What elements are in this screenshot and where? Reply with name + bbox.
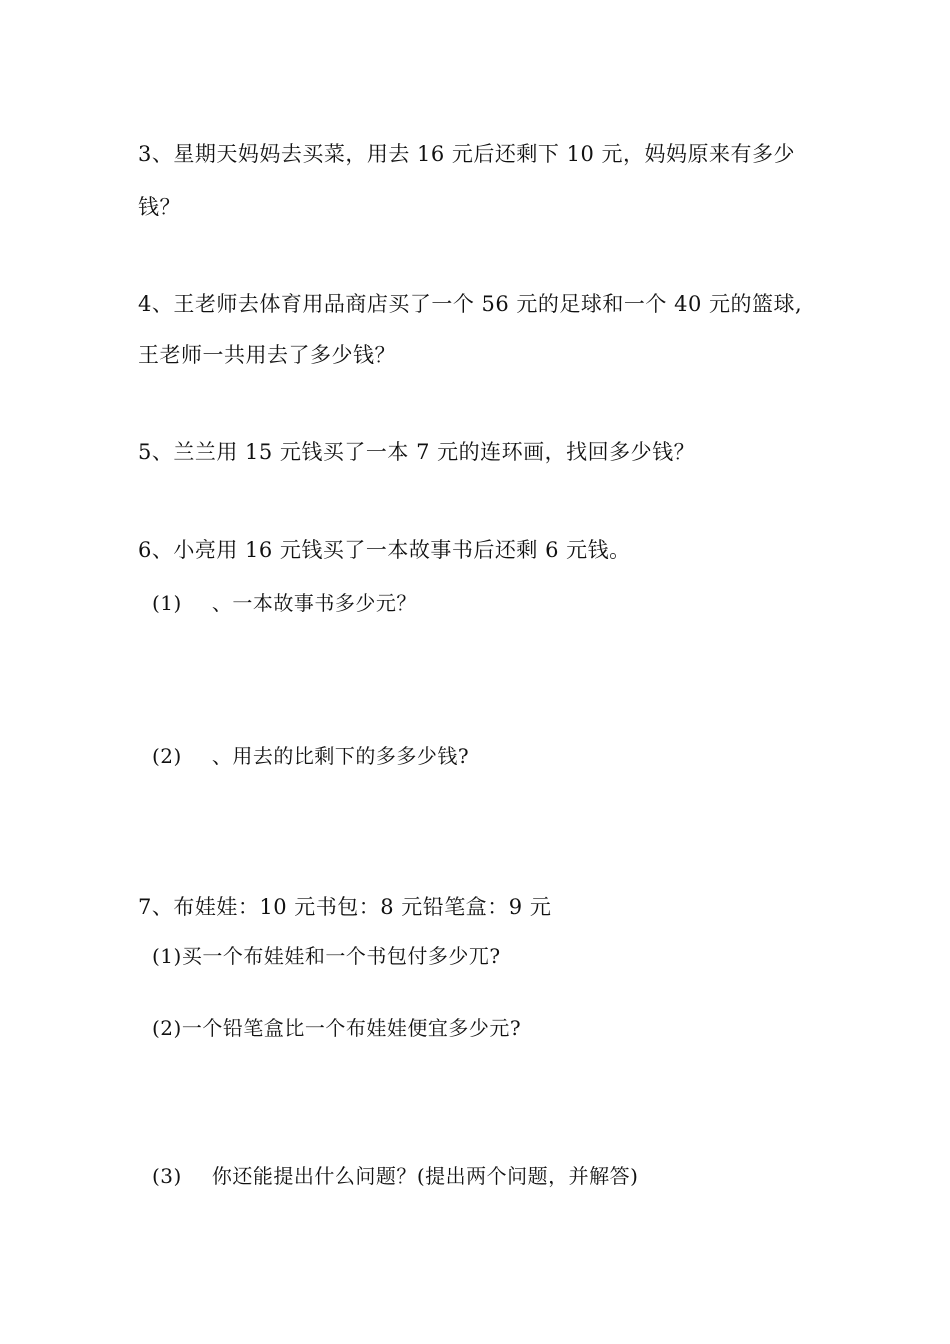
problem-6-sub-2 <box>152 742 469 770</box>
sub-question-text: 、用去的比剩下的多多少钱? <box>211 744 470 768</box>
problem-3-line-1: 3、星期天妈妈去买菜，用去 16 元后还剩下 10 元，妈妈原来有多少 <box>138 142 796 166</box>
problem-4-line-1: 4、王老师去体育用品商店买了一个 56 元的足球和一个 40 元的篮球, <box>138 292 803 316</box>
problem-3-line-2: 钱？ <box>138 195 181 219</box>
problem-5-line-1: 5、兰兰用 15 元钱买了一本 7 元的连环画，找回多少钱？ <box>138 440 696 464</box>
sub-question-text: 你还能提出什么问题？(提出两个问题，并解答) <box>211 1164 639 1188</box>
sub-question-label: (1) <box>152 591 182 615</box>
sub-question-text: 、一本故事书多少元？ <box>211 591 417 615</box>
problem-7-sub-1: (1)买一个布娃娃和一个书包付多少兀? <box>152 944 501 968</box>
problem-7-sub-3 <box>152 1162 638 1190</box>
problem-7-sub-2: (2)一个铅笔盒比一个布娃娃便宜多少元? <box>152 1016 522 1040</box>
problem-4-line-2: 王老师一共用去了多少钱？ <box>138 343 396 367</box>
sub-question-label: (2) <box>152 744 182 768</box>
sub-question-label: (3) <box>152 1164 182 1188</box>
problem-6-line-1: 6、小亮用 16 元钱买了一本故事书后还剩 6 元钱。 <box>138 538 631 562</box>
problem-6-sub-1 <box>152 589 417 617</box>
problem-7-line-1: 7、布娃娃：10 元书包：8 元铅笔盒：9 元 <box>138 895 552 919</box>
